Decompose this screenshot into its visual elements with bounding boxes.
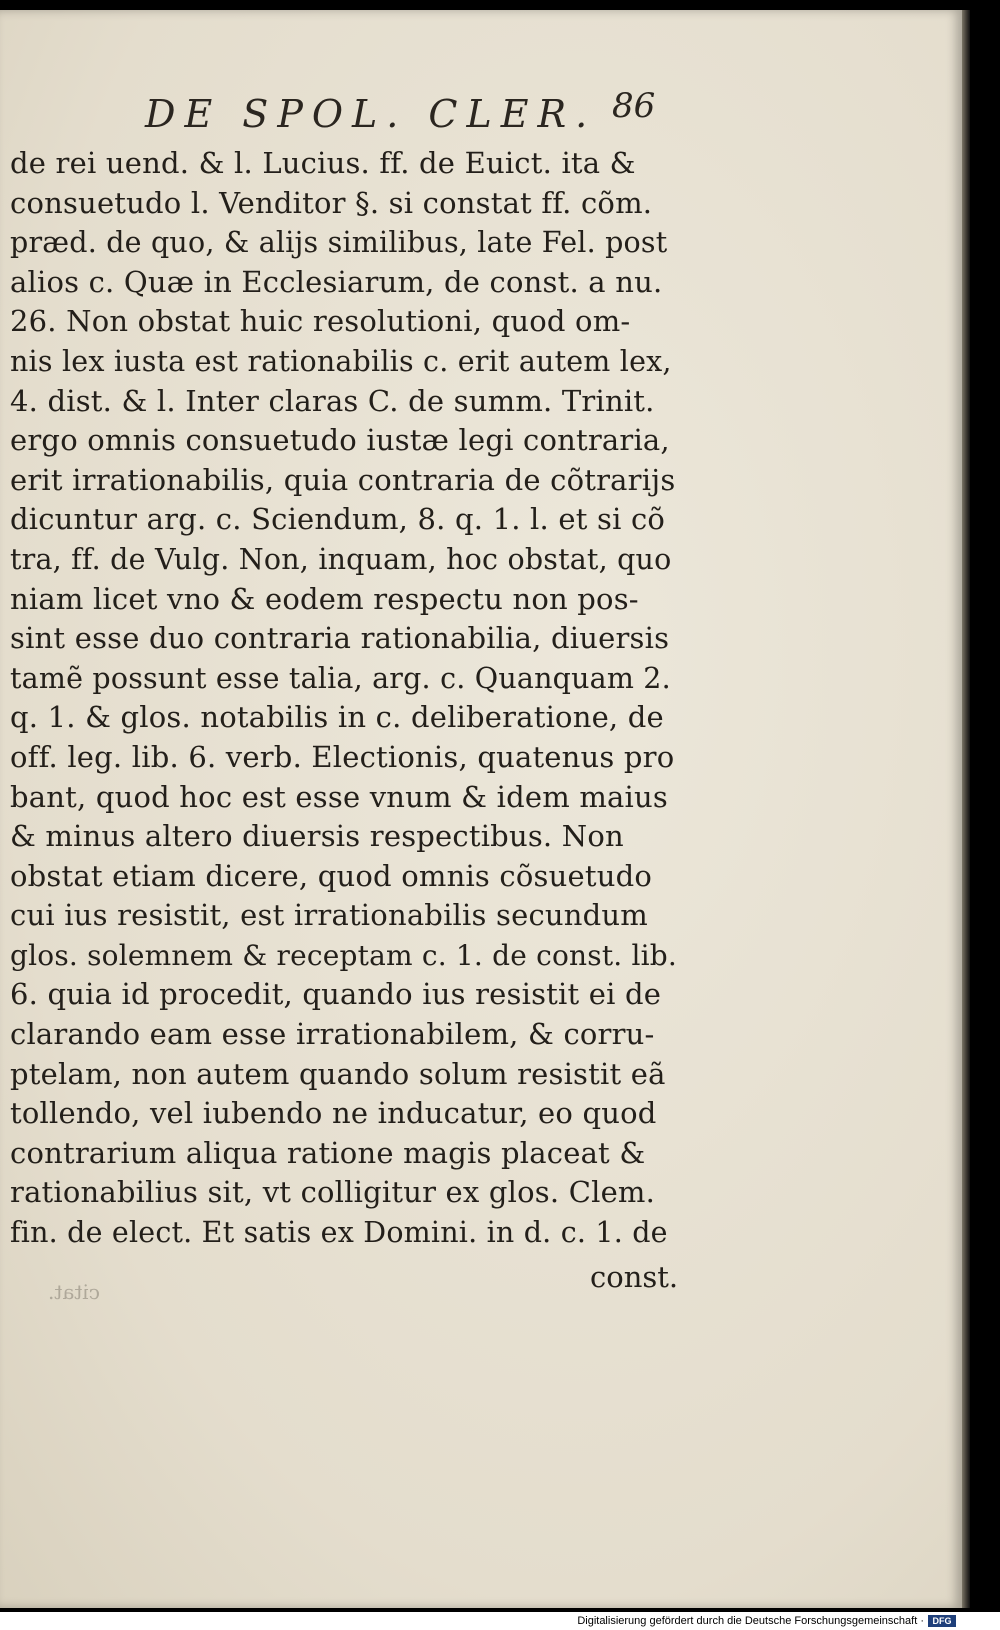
text-line: bant, quod hoc est esse vnum & idem maius (10, 779, 668, 814)
text-line: ptelam, non autem quando solum resistit eã (10, 1056, 666, 1091)
text-line: & minus altero diuersis respectibus. Non (10, 819, 624, 854)
text-line: off. leg. lib. 6. verb. Electionis, quatenus pro (10, 739, 675, 774)
text-line: clarando eam esse irrationabilem, & corru- (10, 1017, 655, 1052)
text-line: alios c. Quæ in Ecclesiarum, de const. a nu. (10, 264, 663, 299)
text-line: consuetudo l. Venditor §. si constat ff. cõm. (10, 185, 653, 220)
footer-bar (0, 1612, 1000, 1630)
text-line: tollendo, vel iubendo ne inducatur, eo quod (10, 1096, 657, 1131)
text-line: obstat etiam dicere, quod omnis cõsuetudo (10, 858, 652, 893)
running-head: DE SPOL. CLER. (145, 92, 597, 136)
bleed-through-text: citat. (48, 1280, 100, 1304)
text-line: præd. de quo, & alijs similibus, late Fel. post (10, 226, 668, 260)
text-line: sint esse duo contraria rationabilia, diuersis (10, 621, 670, 656)
text-line: de rei uend. & l. Lucius. ff. de Euict. ita & (10, 146, 636, 180)
text-line: tra, ff. de Vulg. Non, inquam, hoc obstat, quo (10, 542, 672, 576)
text-line: ergo omnis consuetudo iustæ legi contraria, (10, 423, 670, 458)
text-line: cui ius resistit, est irrationabilis secundum (10, 898, 648, 933)
text-line: contrarium aliqua ratione magis placeat & (10, 1135, 646, 1170)
text-line: glos. solemnem & receptam c. 1. de const. lib. (10, 938, 678, 972)
catchword: const. (590, 1260, 679, 1294)
text-line: rationabilius sit, vt colligitur ex glos. Clem. (10, 1175, 656, 1210)
text-line: erit irrationabilis, quia contraria de cõtrarijs (10, 462, 676, 497)
dfg-logo: DFG (928, 1615, 956, 1627)
text-line: fin. de elect. Et satis ex Domini. in d. c. 1. de (10, 1216, 668, 1250)
text-line: tamẽ possunt esse talia, arg. c. Quanquam 2. (10, 661, 671, 695)
text-line: niam licet vno & eodem respectu non pos- (10, 581, 639, 616)
footer-credit: Digitalisierung gefördert durch die Deutsche Forschungsgemeinschaft · (577, 1615, 924, 1627)
text-line: dicuntur arg. c. Sciendum, 8. q. 1. l. et si cõ (10, 502, 666, 537)
body-text (10, 144, 678, 1253)
text-line: nis lex iusta est rationabilis c. erit autem lex, (10, 344, 672, 378)
text-line: q. 1. & glos. notabilis in c. deliberatione, de (10, 700, 664, 735)
text-line: 6. quia id procedit, quando ius resistit ei de (10, 977, 662, 1012)
text-line: 4. dist. & l. Inter claras C. de summ. Trinit. (10, 383, 655, 418)
folio-number: 86 (612, 86, 656, 126)
text-line: 26. Non obstat huic resolutioni, quod om- (10, 304, 631, 339)
page-edge (962, 10, 970, 1608)
